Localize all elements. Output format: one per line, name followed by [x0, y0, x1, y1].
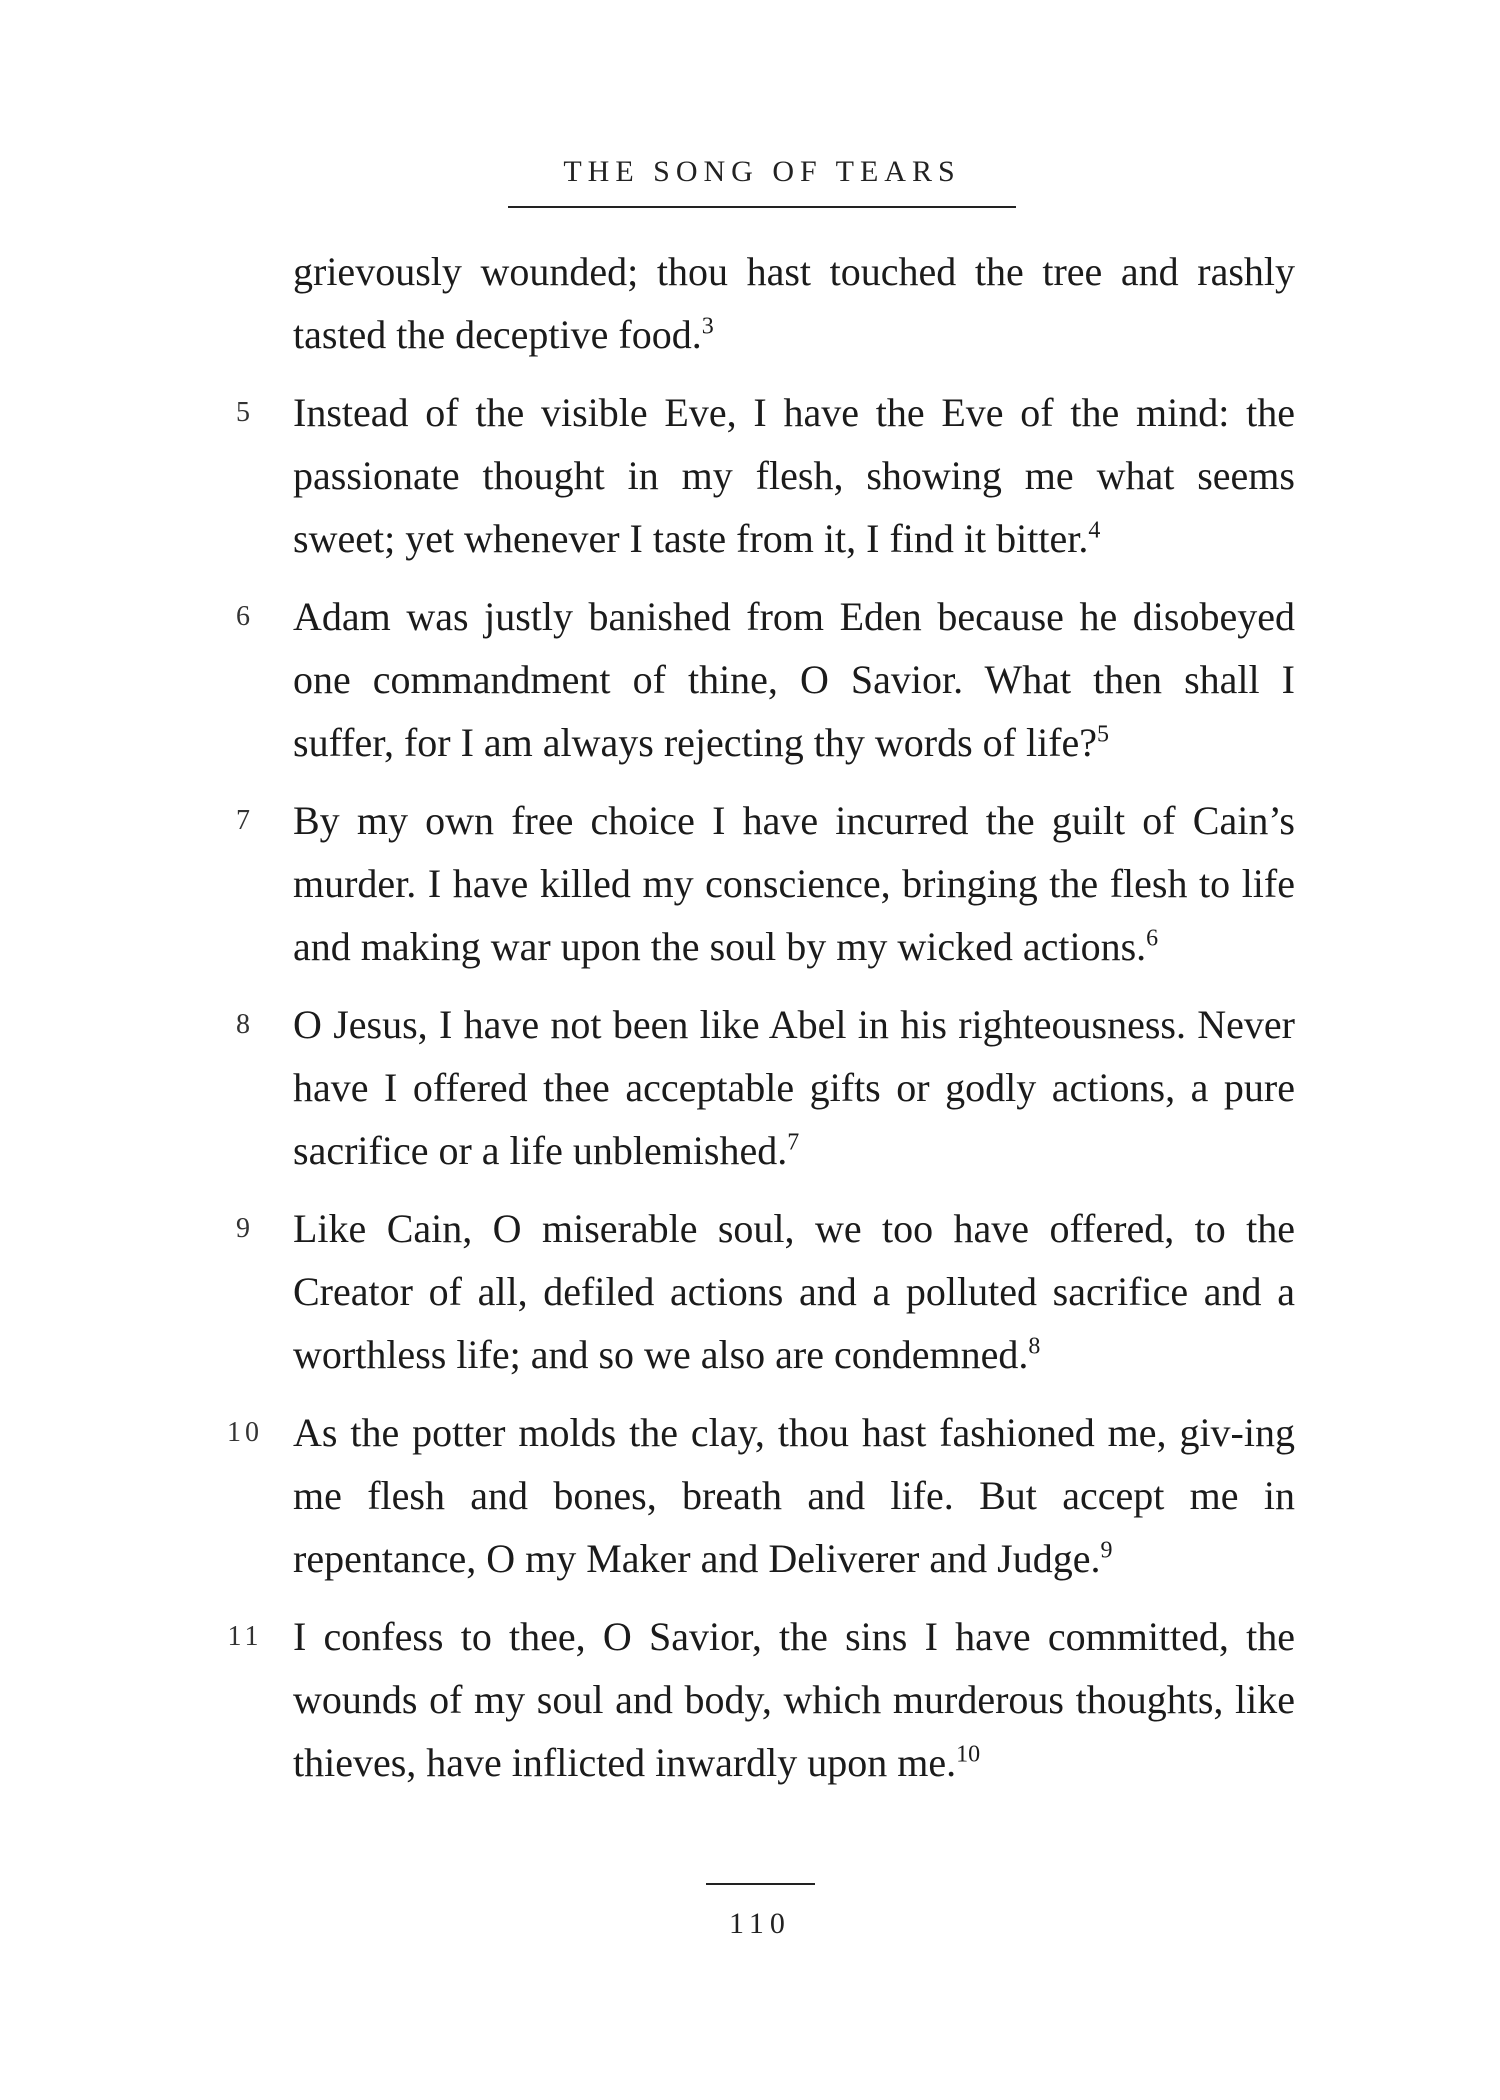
verse-number: 10: [227, 1417, 263, 1448]
verse-body: Instead of the visible Eve, I have the Eve of the mind: the passionate thought in my flesh, showing me what seems sweet; yet whenever I taste from it, I find it bitter.: [293, 390, 1295, 561]
footnote-marker: 6: [1146, 925, 1159, 952]
verse-text: [293, 381, 1295, 570]
verse-body: Adam was justly banished from Eden because he disobeyed one commandment of thine, O Savior. What then shall I suffer, for I am always rejecting thy words of life?: [293, 594, 1295, 765]
verse-7: [225, 789, 1295, 978]
verse-6: [225, 585, 1295, 774]
verse-body: As the potter molds the clay, thou hast fashioned me, giv-ing me flesh and bones, breath and life. But accept me in repentance, O my Maker and Deliverer and Judge.: [293, 1410, 1295, 1581]
verse-number: 11: [227, 1621, 263, 1652]
footnote-marker: 10: [956, 1741, 981, 1768]
verse-11: [225, 1605, 1295, 1794]
verse-body: By my own free choice I have incurred the guilt of Cain’s murder. I have killed my conscience, bringing the flesh to life and making war upon the soul by my wicked actions.: [293, 798, 1295, 969]
verse-text: [293, 1197, 1295, 1386]
verse-text: [293, 993, 1295, 1182]
footnote-marker: 3: [701, 313, 714, 340]
verse-continued: [225, 240, 1295, 366]
verse-body: Like Cain, O miserable soul, we too have offered, to the Creator of all, defiled actions and a polluted sacrifice and a worthless life; and so we also are condemned.: [293, 1206, 1295, 1377]
footnote-marker: 4: [1088, 517, 1101, 544]
header-rule: [508, 206, 1016, 208]
footnote-marker: 9: [1100, 1537, 1113, 1564]
verse-number: 5: [236, 397, 254, 428]
verse-text: [293, 789, 1295, 978]
verse-9: [225, 1197, 1295, 1386]
verse-8: [225, 993, 1295, 1182]
footnote-marker: 8: [1028, 1333, 1041, 1360]
verse-number: 9: [236, 1213, 254, 1244]
verse-list: [225, 240, 1295, 1809]
footnote-marker: 7: [787, 1129, 800, 1156]
verse-body: O Jesus, I have not been like Abel in his righteousness. Never have I offered thee acceptable gifts or godly actions, a pure sacrifice or a life unblemished.: [293, 1002, 1295, 1173]
footer-rule: [706, 1883, 815, 1885]
verse-body: I confess to thee, O Savior, the sins I have committed, the wounds of my soul and body, which murderous thoughts, like thieves, have inflicted inwardly upon me.: [293, 1614, 1295, 1785]
verse-body: grievously wounded; thou hast touched the tree and rashly tasted the deceptive food.: [293, 249, 1295, 357]
verse-number: 7: [236, 805, 254, 836]
verse-number: 8: [236, 1009, 254, 1040]
verse-text: [293, 1401, 1295, 1590]
verse-number: 6: [236, 601, 254, 632]
verse-5: [225, 381, 1295, 570]
page-number: 110: [729, 1907, 791, 1940]
running-head: THE SONG OF TEARS: [563, 155, 961, 188]
verse-text: [293, 1605, 1295, 1794]
footnote-marker: 5: [1097, 721, 1110, 748]
verse-text: [293, 585, 1295, 774]
verse-10: [225, 1401, 1295, 1590]
verse-text: [293, 240, 1295, 366]
